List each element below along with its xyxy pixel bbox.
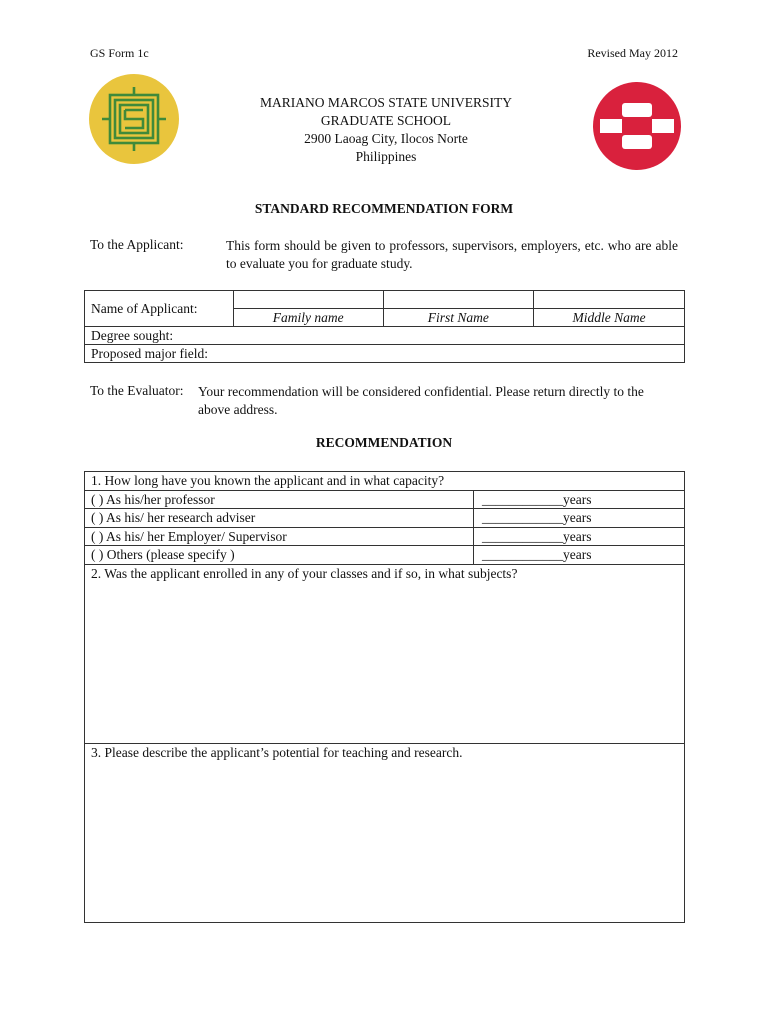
question-1: 1. How long have you known the applicant and in what capacity?: [85, 472, 685, 491]
evaluator-instruction-label: To the Evaluator:: [90, 383, 184, 398]
degree-sought-field[interactable]: [85, 327, 685, 345]
university-logo: [88, 73, 180, 165]
evaluator-instruction-text: Your recommendation will be considered confidential. Please return directly to the above address.: [198, 384, 644, 417]
question-3-answer-area[interactable]: [85, 743, 685, 922]
proposed-major-field[interactable]: [85, 345, 685, 363]
proposed-major-label: Proposed major field:: [91, 346, 208, 361]
capacity-option: [85, 490, 685, 509]
years-field[interactable]: ____________years: [474, 509, 685, 528]
form-title: STANDARD RECOMMENDATION FORM: [254, 201, 514, 216]
institution-header: [180, 94, 592, 166]
years-field[interactable]: ____________years: [474, 527, 685, 546]
first-name-field[interactable]: [383, 291, 534, 309]
capacity-option: [85, 509, 685, 528]
recommendation-table: [84, 471, 685, 923]
capacity-option-label[interactable]: ( ) As his/ her Employer/ Supervisor: [85, 527, 474, 546]
middle-name-field[interactable]: [534, 291, 685, 309]
applicant-info-table: [84, 290, 685, 363]
capacity-option-label[interactable]: ( ) Others (please specify ): [85, 546, 474, 565]
degree-sought-label: Degree sought:: [91, 328, 174, 343]
family-name-field[interactable]: [233, 291, 383, 309]
form-code: GS Form 1c: [90, 46, 149, 60]
graduate-school-logo: [592, 81, 682, 171]
question-2-answer-area[interactable]: [85, 564, 685, 743]
question-2: 2. Was the applicant enrolled in any of your classes and if so, in what subjects?: [91, 565, 518, 581]
recommendation-title: RECOMMENDATION: [315, 435, 453, 450]
question-3: 3. Please describe the applicant’s potential for teaching and research.: [91, 744, 463, 760]
applicant-instruction-text: This form should be given to professors, supervisors, employers, etc. who are able to evaluate you for graduate study.: [226, 238, 678, 271]
country: Philippines: [355, 149, 417, 164]
middle-name-caption: Middle Name: [534, 309, 685, 327]
name-of-applicant-label: Name of Applicant:: [85, 291, 234, 327]
family-name-caption: Family name: [233, 309, 383, 327]
capacity-option-label[interactable]: ( ) As his/ her research adviser: [85, 509, 474, 528]
university-name: MARIANO MARCOS STATE UNIVERSITY: [259, 95, 513, 110]
capacity-option: [85, 546, 685, 565]
revision-date: Revised May 2012: [587, 46, 678, 60]
address: 2900 Laoag City, Ilocos Norte: [304, 131, 468, 146]
years-field[interactable]: ____________years: [474, 490, 685, 509]
school-name: GRADUATE SCHOOL: [320, 113, 452, 128]
capacity-option-label[interactable]: ( ) As his/her professor: [85, 490, 474, 509]
years-field[interactable]: ____________years: [474, 546, 685, 565]
capacity-option: [85, 527, 685, 546]
first-name-caption: First Name: [383, 309, 534, 327]
applicant-instruction-label: To the Applicant:: [90, 237, 184, 252]
